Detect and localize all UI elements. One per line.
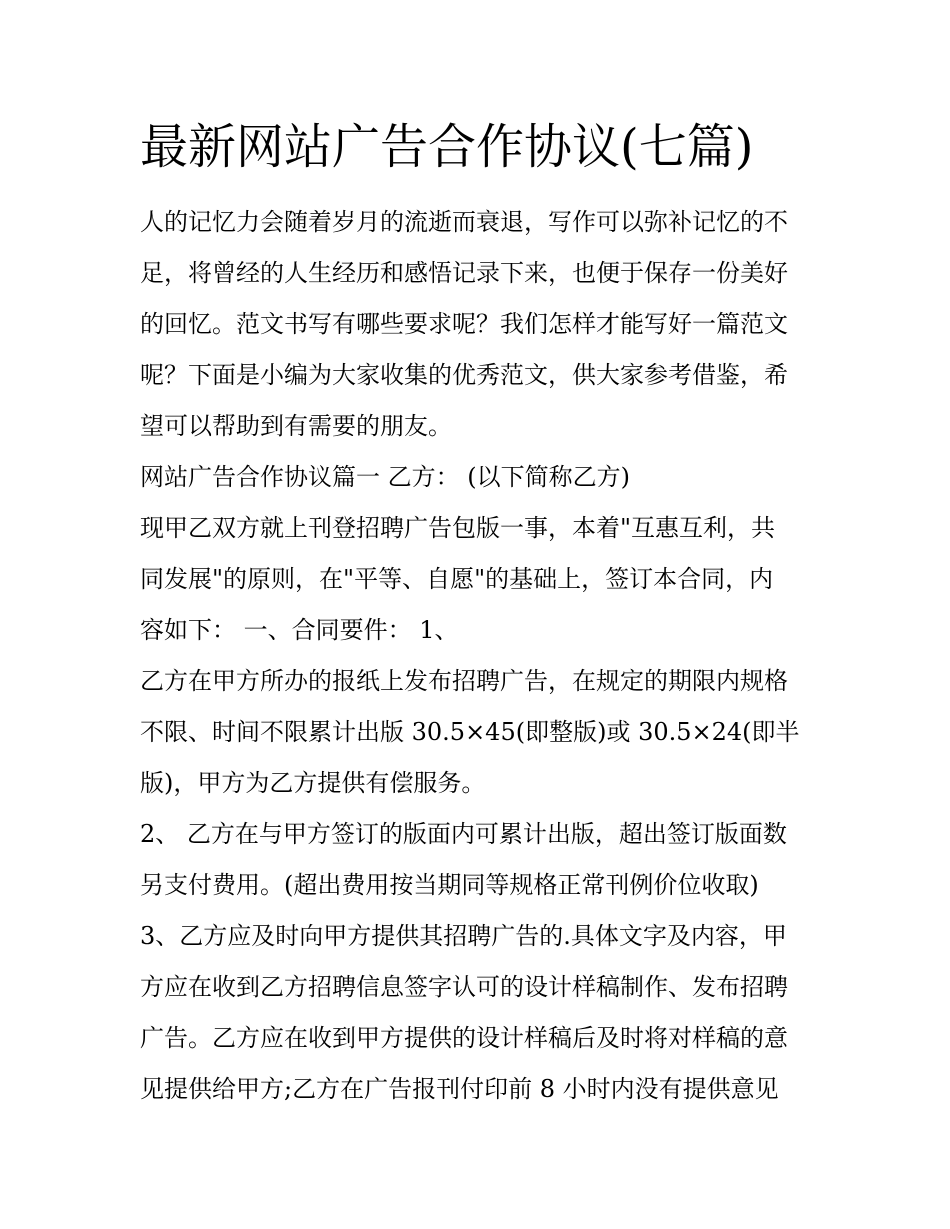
text-line: 的回忆。范文书写有哪些要求呢？我们怎样才能写好一篇范文: [140, 310, 788, 338]
text-line: 望可以帮助到有需要的朋友。: [140, 412, 452, 440]
text-line: 现甲乙双方就上刊登招聘广告包版一事，本着"互惠互利，共: [140, 514, 776, 542]
text-line: 足，将曾经的人生经历和感悟记录下来，也便于保存一份美好: [140, 259, 788, 287]
text-line: 3、乙方应及时向甲方提供其招聘广告的.具体文字及内容，甲: [140, 922, 787, 950]
text-line: 方应在收到乙方招聘信息签字认可的设计样稿制作、发布招聘: [140, 973, 788, 1001]
document-title: 最新网站广告合作协议(七篇): [140, 119, 754, 175]
text-line: 版)，甲方为乙方提供有偿服务。: [140, 769, 486, 797]
text-line: 另支付费用。(超出费用按当期同等规格正常刊例价位收取): [140, 871, 759, 899]
text-line: 2、 乙方在与甲方签订的版面内可累计出版，超出签订版面数: [140, 820, 787, 848]
text-line: 人的记忆力会随着岁月的流逝而衰退，写作可以弥补记忆的不: [140, 208, 788, 236]
text-line: 乙方在甲方所办的报纸上发布招聘广告，在规定的期限内规格: [140, 667, 788, 695]
text-line: 网站广告合作协议篇一 乙方： (以下简称乙方): [140, 463, 630, 491]
text-line: 呢？下面是小编为大家收集的优秀范文，供大家参考借鉴，希: [140, 361, 788, 389]
text-line: 见提供给甲方;乙方在广告报刊付印前 8 小时内没有提供意见: [140, 1075, 779, 1103]
text-line: 容如下： 一、合同要件： 1、: [140, 616, 459, 644]
text-line: 不限、时间不限累计出版 30.5×45(即整版)或 30.5×24(即半: [140, 718, 800, 746]
text-line: 广告。乙方应在收到甲方提供的设计样稿后及时将对样稿的意: [140, 1024, 788, 1052]
text-line: 同发展"的原则，在"平等、自愿"的基础上，签订本合同，内: [140, 565, 774, 593]
document-body: [140, 197, 820, 1115]
